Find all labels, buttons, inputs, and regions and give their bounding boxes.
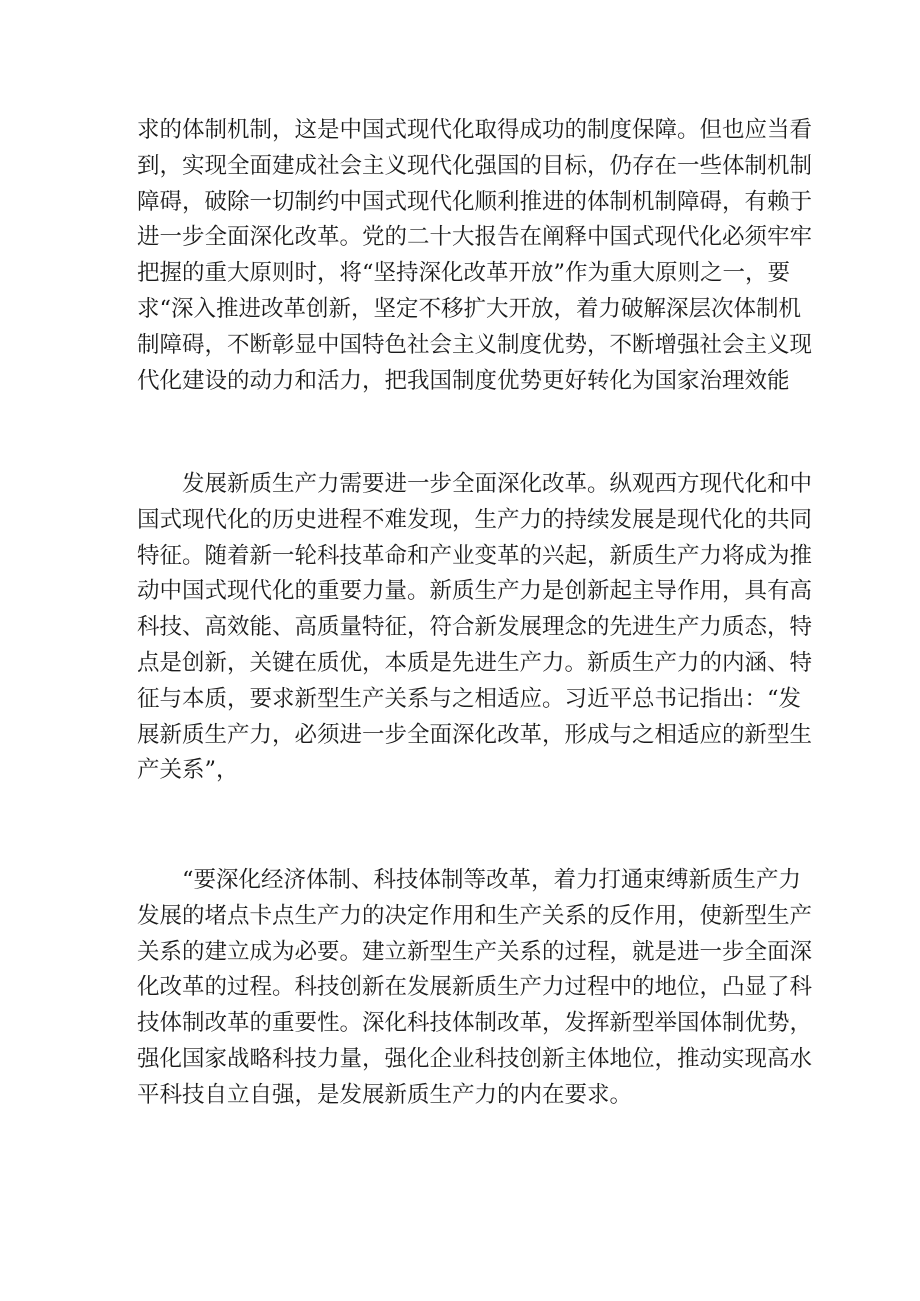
text-line: 发展的堵点卡点生产力的决定作用和生产关系的反作用，使新型生产 <box>137 902 813 929</box>
paragraph-1 <box>137 113 813 399</box>
text-line: 发展新质生产力需要进一步全面深化改革。纵观西方现代化和中 <box>182 471 813 497</box>
text-line: 动中国式现代化的重要力量。新质生产力是创新起主导作用，具有高 <box>137 578 813 605</box>
paragraph-2 <box>137 467 813 789</box>
text-line: 求“深入推进改革创新，坚定不移扩大开放，着力破解深层次体制机 <box>137 295 802 322</box>
text-line: 关系的建立成为必要。建立新型生产关系的过程，就是进一步全面深 <box>137 938 813 965</box>
text-line: 特征。随着新一轮科技革命和产业变革的兴起，新质生产力将成为推 <box>137 542 813 569</box>
text-line: 化改革的过程。科技创新在发展新质生产力过程中的地位，凸显了科 <box>137 974 813 1001</box>
text-line: 征与本质，要求新型生产关系与之相适应。习近平总书记指出：“发 <box>137 685 802 712</box>
text-line: 强化国家战略科技力量，强化企业科技创新主体地位，推动实现高水 <box>137 1045 813 1072</box>
text-line: 求的体制机制，这是中国式现代化取得成功的制度保障。但也应当看 <box>137 117 813 143</box>
text-line: 科技、高效能、高质量特征，符合新发展理念的先进生产力质态，特 <box>137 614 813 641</box>
text-line: 到，实现全面建成社会主义现代化强国的目标，仍存在一些体制机制 <box>137 152 813 179</box>
text-line: “要深化经济体制、科技体制等改革，着力打通束缚新质生产力 <box>182 867 802 893</box>
text-line: 进一步全面深化改革。党的二十大报告在阐释中国式现代化必须牢牢 <box>137 224 813 251</box>
text-line: 把握的重大原则时，将“坚持深化改革开放”作为重大原则之一，要 <box>137 260 791 287</box>
text-line: 产关系”， <box>137 757 239 784</box>
text-line: 国式现代化的历史进程不难发现，生产力的持续发展是现代化的共同 <box>137 506 813 533</box>
text-line: 平科技自立自强，是发展新质生产力的内在要求。 <box>137 1081 633 1108</box>
text-line: 展新质生产力，必须进一步全面深化改革，形成与之相适应的新型生 <box>137 721 813 748</box>
text-line: 制障碍，不断彰显中国特色社会主义制度优势，不断增强社会主义现 <box>137 331 813 358</box>
text-line: 障碍，破除一切制约中国式现代化顺利推进的体制机制障碍，有赖于 <box>137 188 813 215</box>
paragraph-3 <box>137 863 813 1114</box>
text-line: 技体制改革的重要性。深化科技体制改革，发挥新型举国体制优势， <box>137 1010 813 1037</box>
text-line: 点是创新，关键在质优，本质是先进生产力。新质生产力的内涵、特 <box>137 649 813 676</box>
text-line: 代化建设的动力和活力，把我国制度优势更好转化为国家治理效能 <box>137 367 790 394</box>
